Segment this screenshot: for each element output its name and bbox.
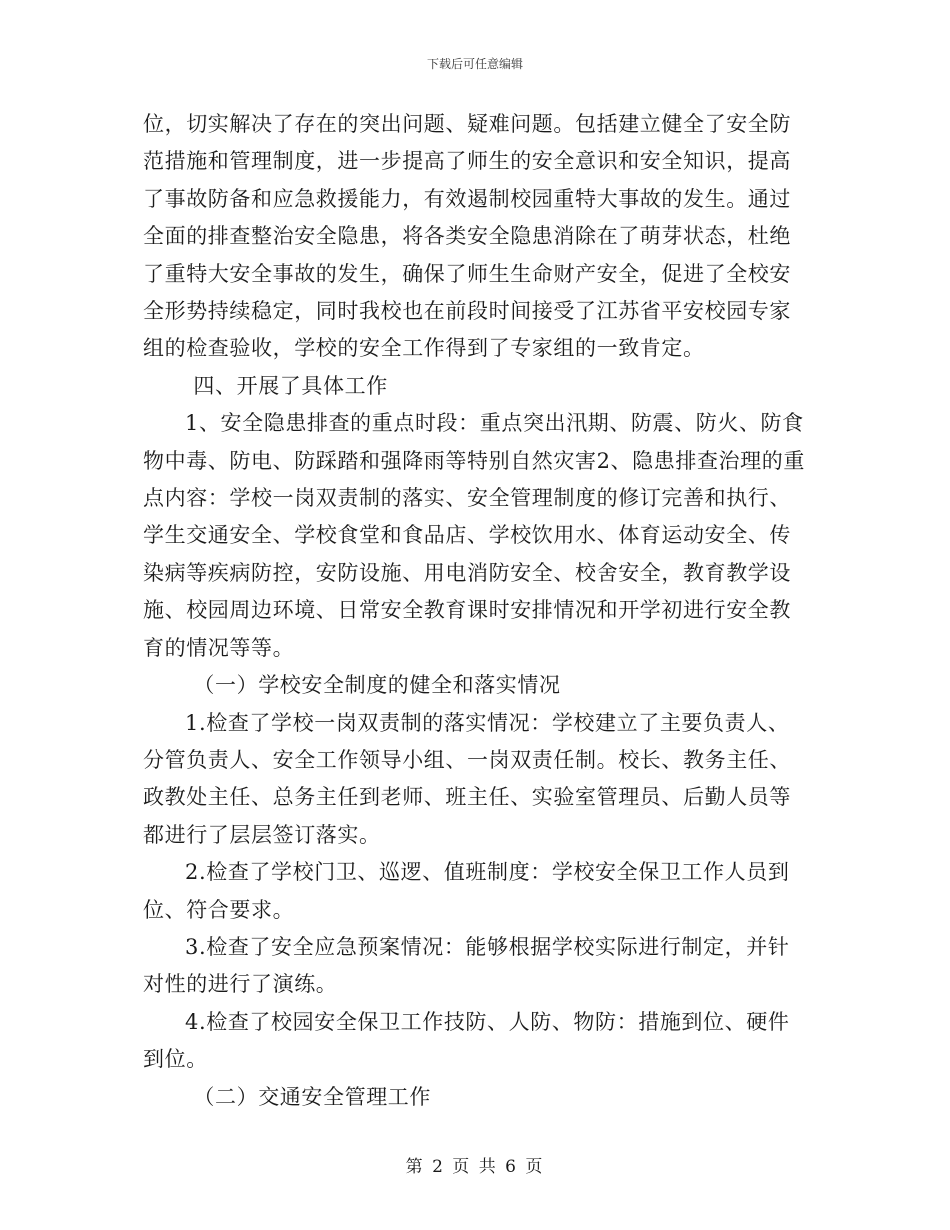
list-item-2: 2.检查了学校门卫、巡逻、值班制度：学校安全保卫工作人员到位、符合要求。 xyxy=(143,860,790,922)
page-number: 第 2 页 共 6 页 xyxy=(405,1157,545,1177)
list-item-1: 1.检查了学校一岗双责制的落实情况：学校建立了主要负责人、分管负责人、安全工作领导小组、一岗双责任制。校长、教务主任、政教处主任、总务主任到老师、班主任、实验室管理员、后勤人员等都进行了层层签订落实。 xyxy=(143,710,791,847)
list-item-3: 3.检查了安全应急预案情况：能够根据学校实际进行制定，并针对性的进行了演练。 xyxy=(143,934,790,997)
header-note: 下载后可任意编辑 xyxy=(426,57,523,71)
list-item-4: 4.检查了校园安全保卫工作技防、人防、物防：措施到位、硬件到位。 xyxy=(143,1009,790,1072)
paragraph-continuation: 位，切实解决了存在的突出问题、疑难问题。包括建立健全了安全防范措施和管理制度，进一步提高了师生的安全意识和安全知识，提高了事故防备和应急救援能力，有效遏制校园重特大事故的发生。通过全面的排查整治安全隐患，将各类安全隐患消除在了萌芽状态，杜绝了重特大安全事故的发生，确保了师生生命财产安全，促进了全校安全形势持续稳定，同时我校也在前段时间接受了江苏省平安校园专家组的检查验收，学校的安全工作得到了专家组的一致肯定。 xyxy=(143,112,791,361)
section-heading-four: 四、开展了具体工作 xyxy=(193,373,388,398)
subsection-heading-one: （一）学校安全制度的健全和落实情况 xyxy=(193,673,561,698)
paragraph-key-periods: 1、安全隐患排查的重点时段：重点突出汛期、防震、防火、防食物中毒、防电、防踩踏和强降雨等特别自然灾害2、隐患排查治理的重点内容：学校一岗双责制的落实、安全管理制度的修订完善和执行、学生交通安全、学校食堂和食品店、学校饮用水、体育运动安全、传染病等疾病防控，安防设施、用电消防安全、校舍安全，教育教学设施、校园周边环境、日常安全教育课时安排情况和开学初进行安全教育的情况等等。 xyxy=(143,411,805,660)
subsection-heading-two: （二）交通安全管理工作 xyxy=(193,1084,431,1109)
document-body xyxy=(143,106,811,1116)
